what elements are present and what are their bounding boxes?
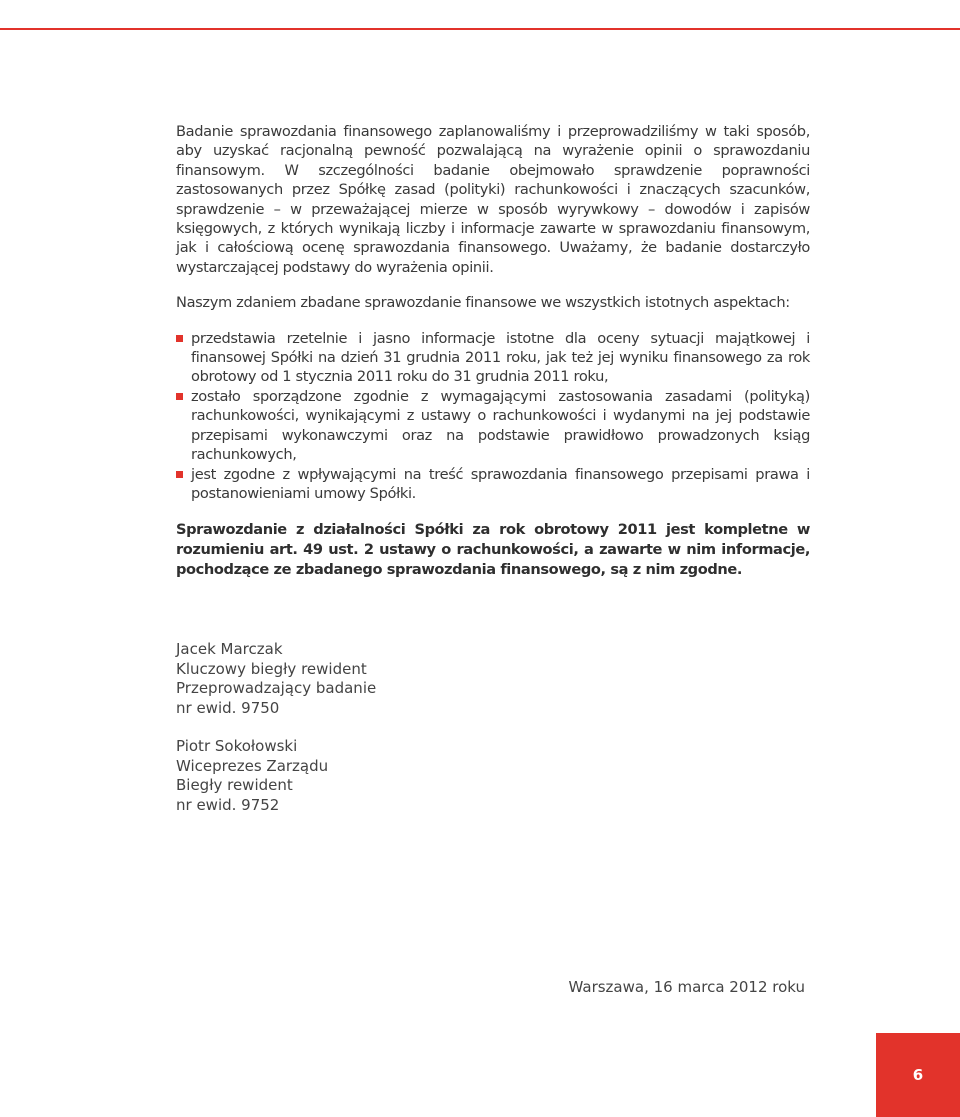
opinion-lead-paragraph: Naszym zdaniem zbadane sprawozdanie finansowe we wszystkich istotnych aspektach: [176,294,790,312]
signatory-registration-number: nr ewid. 9750 [176,698,280,717]
red-square-bullet-icon [176,393,183,400]
signature-block [176,737,810,815]
opinion-bullet-item [176,465,810,504]
signatory-role-secondary: Przeprowadzający badanie [176,679,377,698]
opinion-bullet-item [176,387,810,465]
audit-scope-paragraph: Badanie sprawozdania finansowego zaplanowaliśmy i przeprowadziliśmy w taki sposób, aby uzyskać racjonalną pewność pozwalającą na wyrażenie opinii o sprawozdaniu finansowym. W szczególności badanie obejmowało sprawdzenie poprawności zastosowanych przez Spółkę zasad (polityki) rachunkowości i znaczących szacunków, sprawdzenie – w przeważającej mierze w sposób wyrywkowy – dowodów i zapisów księgowych, z których wynikają liczby i informacje zawarte w sprawozdaniu finansowym, jak i całościową ocenę sprawozdania finansowego. Uważamy, że badanie dostarczyło wystarczającej podstawy do wyrażenia opinii. [176,123,810,276]
signatory-name: Piotr Sokołowski [176,737,298,756]
opinion-bullet-text: przedstawia rzetelnie i jasno informacje istotne dla oceny sytuacji majątkowej i finansowej Spółki na dzień 31 grudnia 2011 roku, jak też jej wyniku finansowego za rok obrotowy od 1 stycznia 2011 roku do 31 grudnia 2011 roku, [191,329,810,386]
signatory-role: Kluczowy biegły rewident [176,659,367,678]
place-and-date: Warszawa, 16 marca 2012 roku [568,978,805,996]
page-number-badge [876,1033,960,1117]
signatory-registration-number: nr ewid. 9752 [176,795,280,814]
management-report-statement: Sprawozdanie z działalności Spółki za rok obrotowy 2011 jest kompletne w rozumieniu art. 49 ust. 2 ustawy o rachunkowości, a zawarte w nim informacje, pochodzące ze zbadanego sprawozdania finansowego, są z nim zgodne. [176,521,810,579]
opinion-bullet-list [176,329,810,504]
top-accent-rule [0,28,960,30]
signatory-role: Wiceprezes Zarządu [176,756,329,775]
signatory-name: Jacek Marczak [176,640,283,659]
document-body [176,122,810,815]
red-square-bullet-icon [176,471,183,478]
signatory-role-secondary: Biegły rewident [176,776,293,795]
page-number: 6 [912,1066,924,1084]
signature-block [176,640,810,718]
red-square-bullet-icon [176,335,183,342]
opinion-bullet-text: jest zgodne z wpływającymi na treść sprawozdania finansowego przepisami prawa i postanowieniami umowy Spółki. [191,465,810,502]
opinion-bullet-item [176,329,810,387]
opinion-bullet-text: zostało sporządzone zgodnie z wymagającymi zastosowania zasadami (polityką) rachunkowości, wynikającymi z ustawy o rachunkowości i wydanymi na jej podstawie przepisami wykonawczymi oraz na podstawie prawidłowo prowadzonych ksiąg rachunkowych, [191,387,810,464]
